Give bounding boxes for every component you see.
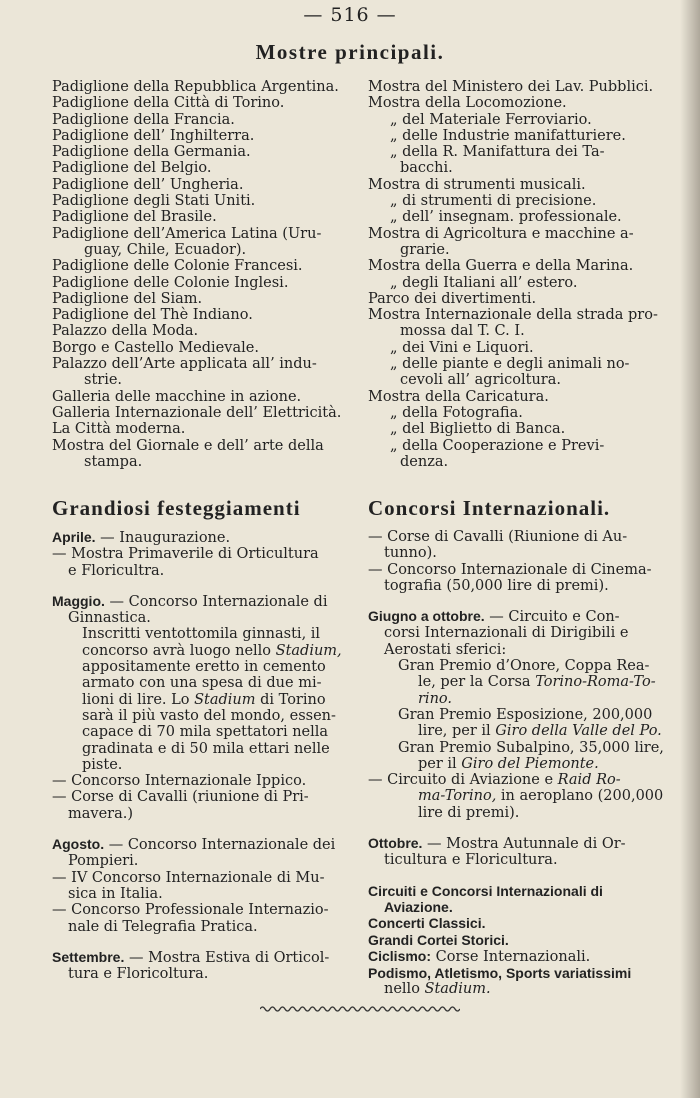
list-item-continuation: grarie. <box>400 241 450 258</box>
list-item: Palazzo della Moda. <box>52 323 199 340</box>
event-text: tura e Floricoltura. <box>68 966 209 983</box>
list-item: Padiglione della Repubblica Argentina. <box>52 79 339 95</box>
event-text: lire, per il <box>418 723 496 740</box>
list-item-continuation: bacchi. <box>400 160 453 177</box>
event-text-italic: ma-Torino, <box>418 788 497 805</box>
month-heading: Ottobre. <box>368 835 423 852</box>
list-item: Borgo e Castello Medievale. <box>52 339 259 356</box>
event-text: — Circuito e Con- <box>484 609 620 626</box>
event-text: sarà il più vasto del mondo, essen- <box>82 707 336 724</box>
month-heading: Maggio. <box>52 592 105 609</box>
event-text: — Corse di Cavalli (Riunione di Au- <box>368 529 628 545</box>
list-item: „ della Fotografia. <box>390 404 523 421</box>
month-heading: Giugno a ottobre. <box>368 608 485 625</box>
list-item: „ dei Vini e Liquori. <box>390 339 534 356</box>
event-text-italic: rino. <box>418 690 452 707</box>
event-text: lioni di lire. Lo <box>82 691 195 708</box>
list-item: Mostra di strumenti musicali. <box>368 176 586 193</box>
event-text: — Mostra Estiva di Orticol- <box>124 949 330 966</box>
event-text: tografia (50,000 lire di premi). <box>384 577 609 594</box>
event-text: — Concorso Professionale Internazio- <box>52 902 329 919</box>
list-item: „ del Biglietto di Banca. <box>390 421 566 438</box>
list-item: Padiglione della Germania. <box>52 144 251 161</box>
event-text: — Inaugurazione. <box>95 530 231 546</box>
list-item: Padiglione della Francia. <box>52 111 235 128</box>
list-item: Mostra della Caricatura. <box>368 388 549 405</box>
event-text: — Concorso Internazionale Ippico. <box>52 773 307 790</box>
list-item: Padiglione del Belgio. <box>52 160 212 177</box>
event-text: nale di Telegrafia Pratica. <box>68 918 258 935</box>
list-item: Palazzo dell’Arte applicata all’ indu- <box>52 356 317 373</box>
list-item: „ delle piante e degli animali no- <box>390 356 630 373</box>
list-item: Mostra Internazionale della strada pro- <box>368 307 658 324</box>
event-text: Pompieri. <box>68 853 139 870</box>
list-item: „ dell’ insegnam. professionale. <box>390 209 622 226</box>
event-text: le, per la Corsa <box>418 674 536 691</box>
page-number: — 516 — <box>303 4 397 26</box>
event-text-italic: Stadium, <box>275 642 342 659</box>
event-text: — Corse di Cavalli (riunione di Pri- <box>52 789 309 806</box>
list-item: Padiglione degli Stati Uniti. <box>52 193 256 210</box>
list-item: Padiglione del Brasile. <box>52 209 217 226</box>
list-item: Padiglione dell’ Ungheria. <box>52 176 244 193</box>
list-item: Parco dei divertimenti. <box>368 290 537 307</box>
event-text-italic: Stadium. <box>424 981 491 998</box>
event-text: — Mostra Autunnale di Or- <box>422 836 626 853</box>
event-text: sica in Italia. <box>68 885 163 902</box>
event-text-italic: Stadium <box>194 691 256 708</box>
month-heading: Settembre. <box>52 948 125 965</box>
bold-entry: Concerti Classici. <box>368 915 486 932</box>
list-item: Padiglione dell’America Latina (Uru- <box>52 225 322 242</box>
event-text-italic: Raid Ro- <box>557 772 621 789</box>
right-exhibits-list <box>368 79 668 470</box>
event-text: armato con una spesa di due mi- <box>82 675 322 692</box>
wavy-divider-ornament <box>260 1004 460 1014</box>
list-item-continuation: stampa. <box>84 453 143 470</box>
event-text-italic: Torino-Roma-To- <box>535 674 656 691</box>
event-text: concorso avrà luogo nello <box>82 642 276 659</box>
event-text: Ginnastica. <box>68 610 151 627</box>
list-item: „ della Cooperazione e Previ- <box>390 437 605 454</box>
list-item: „ della R. Manifattura dei Ta- <box>390 144 605 161</box>
event-text: Aerostati sferici: <box>384 641 507 658</box>
event-text: Gran Premio d’Onore, Coppa Rea- <box>398 658 650 675</box>
event-text-italic: Giro della Valle del Po. <box>495 723 662 740</box>
list-item-continuation: denza. <box>400 453 449 470</box>
event-text: tunno). <box>384 545 437 562</box>
section-title-mostre: Mostre principali. <box>255 40 445 64</box>
event-text: gradinata e di 50 mila ettari nelle <box>82 740 330 757</box>
event-text: corsi Internazionali di Dirigibili e <box>384 625 629 642</box>
event-text: nello <box>384 981 425 998</box>
list-item-continuation: cevoli all’ agricoltura. <box>400 372 561 389</box>
event-text: ticultura e Floricultura. <box>384 852 558 869</box>
event-text: mavera.) <box>68 805 134 822</box>
event-text: — IV Concorso Internazionale di Mu- <box>52 869 325 886</box>
event-text: — Circuito di Aviazione e <box>368 772 558 789</box>
list-item: Mostra del Giornale e dell’ arte della <box>52 437 324 454</box>
section-title-concorsi: Concorsi Internazionali. <box>368 496 611 520</box>
month-heading: Agosto. <box>52 836 105 853</box>
list-item: Padiglione delle Colonie Inglesi. <box>52 274 289 291</box>
event-text: Corse Internazionali. <box>431 948 591 965</box>
list-item: Mostra della Guerra e della Marina. <box>368 258 634 275</box>
left-exhibits-list <box>52 79 360 470</box>
list-item: „ del Materiale Ferroviario. <box>390 111 592 128</box>
list-item: Padiglione della Città di Torino. <box>52 95 285 112</box>
bold-entry: Podismo, Atletismo, Sports variatissimi <box>368 965 632 982</box>
event-text: appositamente eretto in cemento <box>82 659 326 676</box>
event-text: lire di premi). <box>418 804 520 821</box>
event-text: per il <box>418 755 462 772</box>
event-text: Gran Premio Subalpino, 35,000 lire, <box>398 739 664 756</box>
event-text: — Mostra Primaverile di Orticultura <box>52 546 319 563</box>
concorsi-column <box>368 529 668 998</box>
event-text: — Concorso Internazionale di <box>104 593 328 610</box>
event-text: Gran Premio Esposizione, 200,000 <box>398 706 653 723</box>
list-item: Galleria Internazionale dell’ Elettricità. <box>52 404 342 421</box>
event-text: capace di 70 mila spettatori nella <box>82 724 329 741</box>
list-item: „ di strumenti di precisione. <box>390 193 597 210</box>
list-item-continuation: guay, Chile, Ecuador). <box>84 241 247 258</box>
event-text: piste. <box>82 756 123 773</box>
list-item: Mostra della Locomozione. <box>368 95 567 112</box>
event-text: Inscritti ventottomila ginnasti, il <box>82 626 321 643</box>
list-item: Padiglione delle Colonie Francesi. <box>52 258 303 275</box>
list-item: Galleria delle macchine in azione. <box>52 388 302 405</box>
list-item: Mostra del Ministero dei Lav. Pubblici. <box>368 79 654 95</box>
bold-entry: Aviazione. <box>384 898 453 915</box>
bold-entry: Ciclismo: <box>368 947 432 964</box>
event-text: e Floricultra. <box>68 562 165 579</box>
list-item: „ degli Italiani all’ estero. <box>390 274 578 291</box>
list-item: Mostra di Agricoltura e macchine a- <box>368 225 634 242</box>
list-item-continuation: mossa dal T. C. I. <box>400 323 525 340</box>
month-heading: Aprile. <box>52 529 96 545</box>
festeggiamenti-column <box>52 529 360 982</box>
page-edge-shadow <box>680 0 700 1098</box>
section-title-festeggiamenti: Grandiosi festeggiamenti <box>52 496 301 520</box>
event-text: di Torino <box>255 691 326 708</box>
list-item: Padiglione del Siam. <box>52 290 203 307</box>
bold-entry: Circuiti e Concorsi Internazionali di <box>368 882 603 899</box>
list-item: Padiglione dell’ Inghilterra. <box>52 127 255 144</box>
event-text: in aeroplano (200,000 <box>496 788 664 805</box>
event-text-italic: Giro del Piemonte. <box>461 755 599 772</box>
list-item: Padiglione del Thè Indiano. <box>52 307 253 324</box>
list-item: La Città moderna. <box>52 421 186 438</box>
event-text: — Concorso Internazionale dei <box>104 837 336 854</box>
event-text: — Concorso Internazionale di Cinema- <box>368 561 652 578</box>
list-item-continuation: strie. <box>84 372 123 389</box>
bold-entry: Grandi Cortei Storici. <box>368 931 509 948</box>
list-item: „ delle Industrie manifatturiere. <box>390 127 626 144</box>
